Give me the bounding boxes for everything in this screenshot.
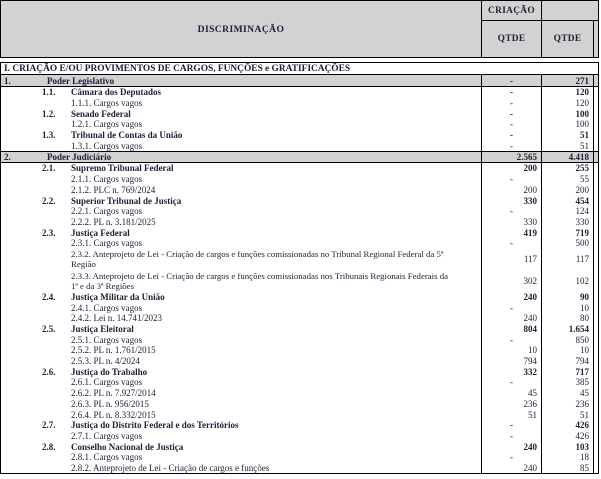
cut-column-cell [594,388,599,399]
table-row [1,409,599,420]
qtde-second-value: 90 [542,292,594,303]
discrimination-cell [1,356,482,367]
row-number: 1.3. [42,130,56,141]
qtde-second-value: 51 [542,140,594,151]
table-row [1,98,599,109]
discrimination-cell [1,345,482,356]
discrimination-cell [1,388,482,399]
cut-column-cell [594,356,599,367]
qtde-second-value: 124 [542,206,594,217]
row-number: 2.4. [42,291,56,302]
qtde-criacao-value: 804 [482,324,542,335]
row-number: 2.1. [42,163,56,174]
row-number: 1. [4,75,11,86]
row-label: 2.5.1. Cargos vagos [71,334,143,345]
discrimination-cell [1,185,482,196]
qtde-second-value: 500 [542,238,594,249]
discrimination-cell [1,119,482,130]
table-row [1,217,599,228]
table-row [1,292,599,303]
discrimination-cell [1,163,482,174]
cut-column-cell [594,163,599,174]
qtde-criacao-value: 332 [482,366,542,377]
row-number: 2.3. [42,227,56,238]
row-label: Câmara dos Deputados [71,87,162,98]
qtde-criacao-value: - [482,452,542,463]
cut-column-cell [594,409,599,420]
qtde-criacao-value: 10 [482,345,542,356]
qtde-second-value: 10 [542,302,594,313]
cut-column-cell [594,152,599,162]
qtde-second-value: 255 [542,163,594,174]
row-label: Justiça Eleitoral [71,324,134,335]
discrimination-cell [1,98,482,109]
cut-column-cell [594,270,599,292]
table-row [1,388,599,399]
row-label: 2.1.2. PLC n. 769/2024 [71,184,156,195]
table-row [1,87,599,98]
discrimination-cell [1,238,482,249]
qtde-second-value: 45 [542,388,594,399]
discrimination-cell [1,270,482,292]
qtde-criacao-value: 236 [482,399,542,410]
discrimination-cell [1,87,482,98]
qtde-criacao-value: - [482,174,542,185]
discrimination-cell [1,313,482,324]
cut-column-cell [594,227,599,238]
cut-column-cell [594,119,599,130]
qtde-second-value: 80 [542,313,594,324]
row-number: 1.1. [42,87,56,98]
header-empty-cell [542,1,599,20]
table-row [1,75,599,87]
cut-column-cell [594,452,599,463]
qtde-second-value: 719 [542,227,594,238]
discrimination-cell [1,249,482,271]
qtde-criacao-value: - [482,302,542,313]
qtde-second-value: 330 [542,217,594,228]
row-number: 2.5. [42,324,56,335]
row-label: 2.5.3. PL n. 4/2024 [71,356,140,367]
qtde-second-value: 717 [542,366,594,377]
qtde-criacao-value: 117 [482,249,542,271]
discrimination-cell [1,292,482,303]
row-label: 1.1.1. Cargos vagos [71,98,143,109]
row-number: 1.2. [42,108,56,119]
qtde-second-value: 385 [542,377,594,388]
qtde-second-value: 100 [542,108,594,119]
cut-column-cell [594,431,599,442]
table-row [1,377,599,388]
qtde-second-value: 103 [542,441,594,452]
row-label: 1.2.1. Cargos vagos [71,119,143,130]
cut-column-cell [594,345,599,356]
qtde-second-value: 85 [542,463,594,474]
cut-column-cell [594,324,599,335]
row-label: Justiça do Distrito Federal e dos Territórios [71,420,239,431]
cut-column-cell [594,377,599,388]
qtde-criacao-value: 240 [482,463,542,474]
table-row [1,108,599,119]
qtde-criacao-value: - [482,75,542,86]
cut-column-cell [594,217,599,228]
section-cell [1,63,599,74]
row-label: 2.3.1. Cargos vagos [71,238,143,249]
discrimination-cell [1,174,482,185]
qtde-criacao-value: - [482,119,542,130]
row-label: Conselho Nacional de Justiça [71,441,184,452]
row-number: 2.2. [42,195,56,206]
cut-column-cell [594,334,599,345]
header-discrimination: DISCRIMINAÇÃO [1,1,482,57]
cut-column-cell [594,140,599,151]
qtde-criacao-value: 45 [482,388,542,399]
table-row [1,441,599,452]
table-row [1,452,599,463]
qtde-criacao-value: 2.565 [482,152,542,162]
header-group-row [482,1,599,21]
cut-column-cell [594,238,599,249]
header-qtde-second: QTDE [542,21,594,57]
discrimination-cell [1,302,482,313]
qtde-second-value: 55 [542,174,594,185]
cut-column-cell [594,174,599,185]
discrimination-cell [1,217,482,228]
discrimination-cell [1,140,482,151]
cut-column-cell [594,130,599,141]
header-qtde-row [482,21,599,57]
cut-column-cell [594,75,599,86]
qtde-criacao-value: 302 [482,270,542,292]
cut-column-cell [594,441,599,452]
qtde-second-value: 454 [542,195,594,206]
discrimination-cell [1,75,482,86]
qtde-criacao-value: - [482,206,542,217]
cut-column-cell [594,313,599,324]
qtde-criacao-value: 200 [482,185,542,196]
qtde-second-value: 1.654 [542,324,594,335]
qtde-criacao-value: - [482,238,542,249]
table-row [1,119,599,130]
row-label: 2.6.2. PL n. 7.927/2014 [71,388,156,399]
discrimination-cell [1,206,482,217]
row-label: 2.4.2. Lei n. 14.741/2023 [71,313,162,324]
table-row [1,206,599,217]
qtde-criacao-value: - [482,431,542,442]
table-row [1,238,599,249]
qtde-second-value: 10 [542,345,594,356]
cut-column-cell [594,366,599,377]
discrimination-cell [1,409,482,420]
row-label: 2.8.2. Anteprojeto de Lei - Criação de cargos e funções [71,462,270,473]
qtde-criacao-value: 200 [482,163,542,174]
discrimination-cell [1,441,482,452]
discrimination-cell [1,152,482,162]
row-label: Justiça do Trabalho [71,366,148,377]
discrimination-cell [1,130,482,141]
cut-column-cell [594,206,599,217]
table-row [1,366,599,377]
row-label: Poder Legislativo [47,75,115,86]
header-qtde-criacao: QTDE [482,21,542,57]
row-label: Justiça Militar da União [71,291,165,302]
cut-column-cell [594,249,599,271]
table-row [1,249,599,271]
table-row [1,227,599,238]
row-label: Senado Federal [71,108,131,119]
row-number: 2.8. [42,441,56,452]
table-row [1,140,599,151]
row-label: Justiça Federal [71,227,130,238]
cut-column-cell [594,463,599,474]
section-row [1,63,599,75]
table-row [1,185,599,196]
qtde-criacao-value: - [482,420,542,431]
row-label: Superior Tribunal de Justiça [71,195,182,206]
table-row [1,463,599,474]
cut-column-cell [594,292,599,303]
table-row [1,174,599,185]
qtde-criacao-value: 240 [482,441,542,452]
table-row [1,345,599,356]
qtde-criacao-value: - [482,98,542,109]
discrimination-cell [1,431,482,442]
qtde-second-value: 51 [542,409,594,420]
discrimination-cell [1,377,482,388]
qtde-second-value: 102 [542,270,594,292]
qtde-second-value: 426 [542,431,594,442]
row-label: 2.6.3. PL n. 956/2015 [71,398,149,409]
qtde-second-value: 100 [542,119,594,130]
row-label: Poder Judiciário [47,152,112,163]
qtde-criacao-value: 51 [482,409,542,420]
qtde-criacao-value: - [482,130,542,141]
table-row [1,130,599,141]
cut-column-cell [594,195,599,206]
table-row [1,313,599,324]
qtde-criacao-value: - [482,108,542,119]
cut-column-cell [594,399,599,410]
discrimination-cell [1,324,482,335]
header-cut-column [594,21,599,57]
table-row [1,270,599,292]
discrimination-cell [1,227,482,238]
discrimination-cell [1,399,482,410]
qtde-criacao-value: - [482,87,542,98]
cut-column-cell [594,185,599,196]
qtde-criacao-value: 240 [482,313,542,324]
qtde-second-value: 236 [542,399,594,410]
table-row [1,195,599,206]
row-label: 2.4.1. Cargos vagos [71,302,143,313]
discrimination-cell [1,420,482,431]
qtde-second-value: 18 [542,452,594,463]
qtde-second-value: 271 [542,75,594,86]
table-row [1,399,599,410]
row-label: 2.3.2. Anteprojeto de Lei - Criação de cargos e funções comissionadas no Tribunal Regional Federal da 5ª Região [71,249,444,270]
row-label: 2.7.1. Cargos vagos [71,430,143,441]
table-row [1,302,599,313]
table-header [0,0,599,58]
cut-column-cell [594,108,599,119]
qtde-criacao-value: 330 [482,217,542,228]
qtde-criacao-value: - [482,334,542,345]
qtde-second-value: 117 [542,249,594,271]
row-label: 1.3.1. Cargos vagos [71,140,143,151]
row-number: 2.7. [42,420,56,431]
row-label: 2.3.3. Anteprojeto de Lei - Criação de cargos e funções comissionadas nos Tribunais Regionais Federais da 1ª e da 3ª Regiões [71,270,449,291]
cut-column-cell [594,87,599,98]
qtde-second-value: 850 [542,334,594,345]
header-criacao: CRIAÇÃO [482,1,542,20]
table-row [1,151,599,163]
row-label: 2.2.2. PL n. 3.181/2025 [71,216,156,227]
table-row [1,334,599,345]
qtde-criacao-value: 330 [482,195,542,206]
row-label: 2.5.2. PL n. 1.761/2015 [71,345,156,356]
qtde-criacao-value: 240 [482,292,542,303]
discrimination-cell [1,195,482,206]
row-label: 2.2.1. Cargos vagos [71,206,143,217]
qtde-criacao-value: 794 [482,356,542,367]
table-row [1,431,599,442]
table-row [1,324,599,335]
discrimination-cell [1,463,482,474]
table-row [1,420,599,431]
qtde-criacao-value: - [482,140,542,151]
qtde-second-value: 426 [542,420,594,431]
section-title: I. CRIAÇÃO E/OU PROVIMENTOS DE CARGOS, FUNÇÕES e GRATIFICAÇÕES [4,63,351,74]
row-label: Supremo Tribunal Federal [71,163,174,174]
qtde-criacao-value: - [482,377,542,388]
discrimination-cell [1,366,482,377]
row-label: 2.1.1. Cargos vagos [71,174,143,185]
row-number: 2.6. [42,366,56,377]
table-body [0,62,599,474]
discrimination-cell [1,334,482,345]
table-row [1,356,599,367]
row-label: 2.6.4. PL n. 8.332/2015 [71,409,156,420]
cut-column-cell [594,420,599,431]
row-label: 2.8.1. Cargos vagos [71,452,143,463]
discrimination-cell [1,452,482,463]
header-right-group [482,1,599,57]
qtde-criacao-value: 419 [482,227,542,238]
qtde-second-value: 200 [542,185,594,196]
qtde-second-value: 51 [542,130,594,141]
row-number: 2. [4,152,11,163]
cut-column-cell [594,302,599,313]
qtde-second-value: 794 [542,356,594,367]
row-label: Tribunal de Contas da União [71,130,183,141]
discrimination-cell [1,108,482,119]
cut-column-cell [594,98,599,109]
row-label: 2.6.1. Cargos vagos [71,377,143,388]
qtde-second-value: 120 [542,98,594,109]
table-row [1,163,599,174]
qtde-second-value: 4.418 [542,152,594,162]
qtde-second-value: 120 [542,87,594,98]
